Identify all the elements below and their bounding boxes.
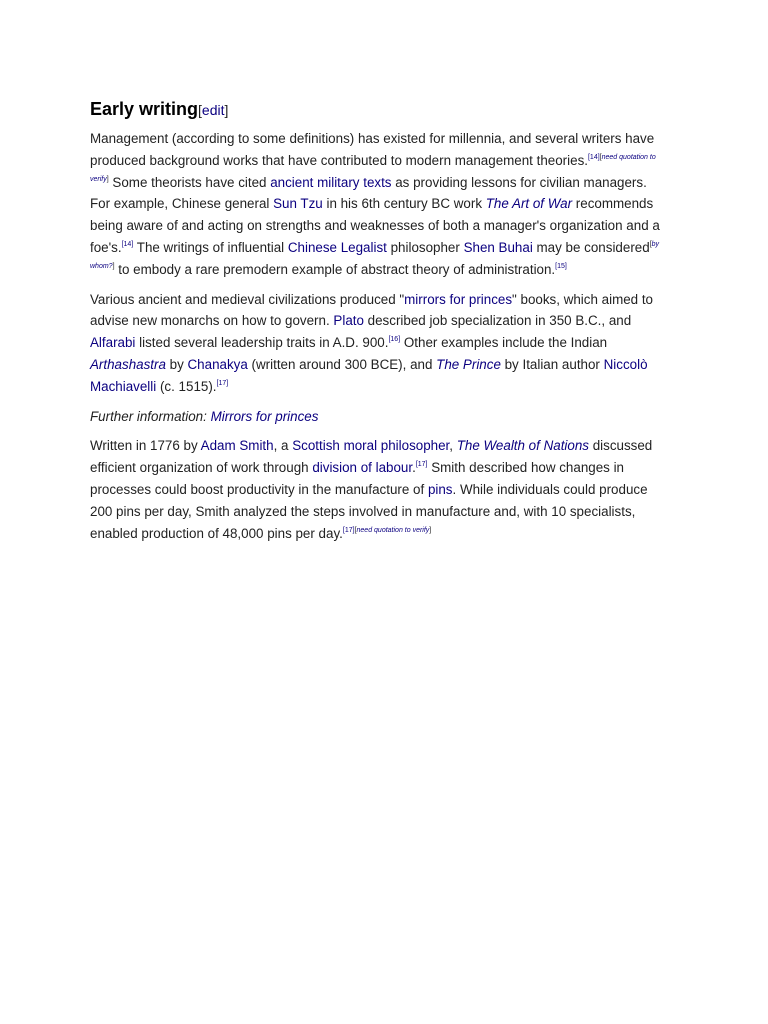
link-art-of-war-text: The Art of War — [485, 196, 573, 212]
citation-17[interactable] — [217, 380, 229, 387]
link-plato[interactable]: Plato — [333, 313, 364, 329]
link-sun-tzu[interactable]: Sun Tzu — [273, 196, 323, 212]
link-arthashastra-text: Arthashastra — [90, 356, 166, 372]
link-alfarabi[interactable]: Alfarabi — [90, 335, 136, 351]
bracket: [ — [649, 240, 652, 248]
citation-link[interactable]: [17] — [216, 379, 229, 387]
text: discussed efficient organization of work through — [90, 438, 653, 476]
link-the-prince-text: The Prince — [436, 356, 501, 372]
further-information-note — [90, 406, 670, 428]
text: as providing lessons for civilian managers. For example, Chinese general — [90, 174, 647, 212]
citation-16[interactable] — [388, 336, 400, 343]
citation-link[interactable]: [15] — [555, 262, 567, 270]
link-shen-buhai[interactable]: Shen Buhai — [463, 239, 533, 255]
link-chanakya[interactable]: Chanakya — [187, 356, 248, 372]
text: to embody a rare premodern example of abstract theory of administration. — [114, 261, 556, 277]
link-niccolo-machiavelli[interactable]: Niccolò Machiavelli — [90, 356, 648, 394]
paragraph-2 — [90, 289, 670, 398]
need-quotation-text: need quotation to verify — [90, 153, 656, 183]
citation-17[interactable] — [343, 527, 355, 534]
link-chinese-legalist[interactable]: Chinese Legalist — [287, 239, 387, 255]
text: (c. 1515). — [156, 378, 217, 394]
text: , — [449, 438, 457, 454]
paragraph-3 — [90, 435, 670, 544]
link-adam-smith[interactable]: Adam Smith — [200, 438, 274, 454]
text: recommends being aware of and acting on strengths and weaknesses of both a manager's organization and a foe's. — [90, 196, 660, 255]
text: philosopher — [386, 239, 464, 255]
citation-link[interactable]: [16] — [388, 336, 401, 344]
text: " books, which aimed to advise new monarchs on how to govern. — [90, 291, 654, 329]
text: listed several leadership traits in A.D. 900. — [135, 335, 389, 351]
text: Written in 1776 by — [90, 438, 201, 454]
text: in his 6th century BC work — [322, 196, 486, 212]
link-mirrors-for-princes-further[interactable]: Mirrors for princes — [210, 408, 319, 424]
bracket: [ — [354, 526, 357, 534]
bracket: ] — [112, 262, 115, 270]
citation-15[interactable] — [555, 263, 567, 270]
link-pins[interactable]: pins — [427, 481, 453, 497]
article-section — [90, 96, 670, 552]
text: . While individuals could produce 200 pins per day, Smith analyzed the steps involved in manufacture and, with 10 specialists, enabled production of 48,000 pins per day. — [90, 481, 648, 541]
text: described job specialization in 350 B.C., and — [363, 313, 632, 329]
bracket: ] — [106, 175, 109, 183]
edit-section — [198, 102, 228, 118]
citation-link[interactable]: [14] — [587, 153, 600, 161]
link-scottish-moral-philosopher[interactable]: Scottish moral philosopher — [292, 438, 450, 454]
link-art-of-war[interactable] — [486, 196, 572, 211]
link-wealth-of-nations[interactable] — [457, 438, 589, 453]
text: by Italian author — [500, 356, 604, 372]
text: may be considered — [532, 239, 650, 255]
section-heading — [90, 96, 670, 123]
text: The writings of influential — [133, 239, 288, 255]
link-division-of-labour[interactable]: division of labour — [312, 460, 413, 476]
by-whom-text: by whom? — [90, 240, 660, 270]
edit-bracket-open: [ — [198, 102, 202, 118]
citation-17[interactable] — [416, 461, 428, 468]
link-arthashastra[interactable] — [90, 357, 166, 372]
paragraph-1 — [90, 128, 670, 281]
text: Some theorists have cited — [108, 174, 271, 190]
section-title: Early writing — [90, 99, 199, 119]
link-the-prince[interactable] — [436, 357, 501, 372]
citation-14[interactable] — [588, 154, 600, 161]
citation-link[interactable]: [17] — [342, 526, 355, 534]
further-information-label: Further information: — [90, 408, 211, 424]
citation-link[interactable]: [17] — [415, 461, 428, 469]
edit-link[interactable]: edit — [201, 102, 225, 118]
text: Smith described how changes in processes could boost productivity in the manufacture of — [90, 460, 625, 497]
link-mirrors-for-princes[interactable]: mirrors for princes — [404, 291, 513, 307]
need-quotation-link[interactable] — [354, 526, 430, 534]
text: (written around 300 BCE), and — [247, 356, 437, 372]
text: by — [165, 356, 188, 372]
need-quotation-text: need quotation to verify — [356, 526, 430, 534]
citation-14[interactable] — [122, 241, 134, 248]
text: Various ancient and medieval civilizations produced " — [90, 291, 405, 307]
bracket: [ — [599, 153, 602, 161]
text: , a — [273, 438, 293, 454]
link-wealth-of-nations-text: The Wealth of Nations — [456, 438, 589, 454]
citation-link[interactable]: [14] — [121, 240, 134, 248]
bracket: ] — [429, 526, 432, 534]
text: Management (according to some definitions) has existed for millennia, and several writers have produced background works that have contributed to modern management theories. — [90, 131, 655, 168]
link-ancient-military-texts[interactable]: ancient military texts — [270, 174, 392, 190]
edit-bracket-close: ] — [224, 102, 229, 118]
need-quotation-tag — [355, 527, 432, 534]
text: Other examples include the Indian — [400, 335, 608, 351]
text: . — [412, 460, 416, 476]
